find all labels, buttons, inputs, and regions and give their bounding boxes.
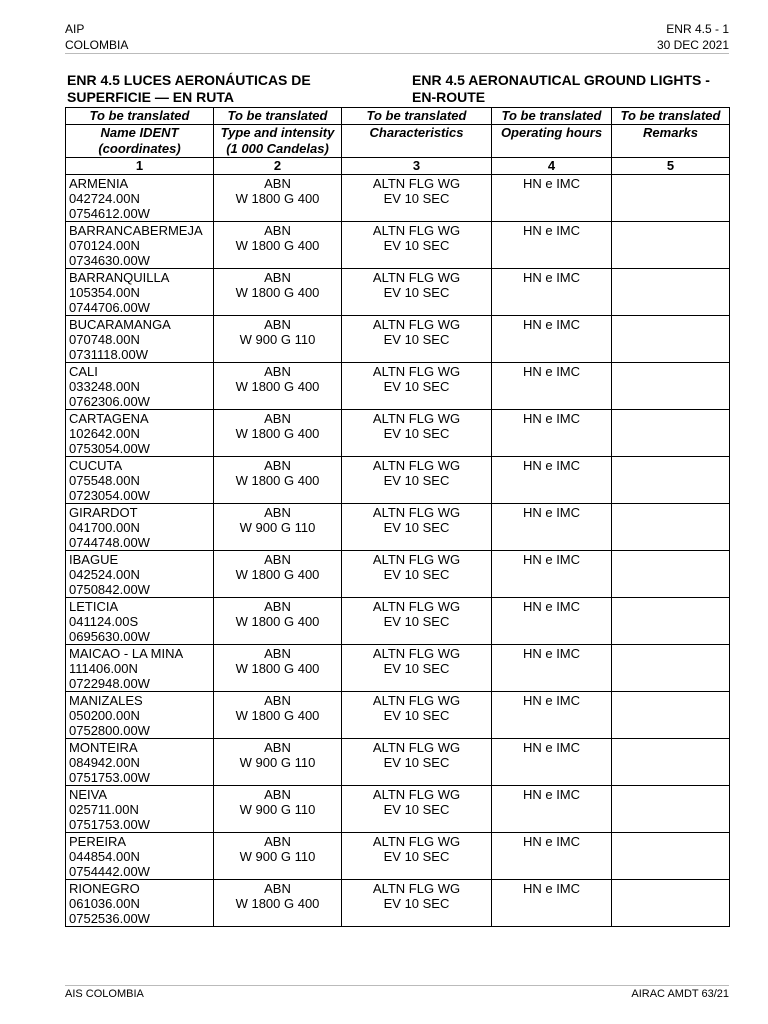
cell-operating-hours: HN e IMC — [492, 175, 612, 222]
cell-name-ident — [66, 551, 214, 598]
light-type: ABN — [264, 740, 291, 755]
cell-remarks — [612, 786, 730, 833]
cell-remarks — [612, 363, 730, 410]
cell-name-ident — [66, 786, 214, 833]
cell-characteristics — [342, 880, 492, 927]
characteristics-line2: EV 10 SEC — [383, 802, 450, 817]
cell-operating-hours: HN e IMC — [492, 504, 612, 551]
light-intensity: W 900 G 110 — [239, 849, 316, 864]
cell-type-intensity — [214, 504, 342, 551]
cell-operating-hours: HN e IMC — [492, 457, 612, 504]
cell-name-ident — [66, 175, 214, 222]
cell-operating-hours: HN e IMC — [492, 786, 612, 833]
latitude: 042724.00N — [69, 191, 140, 206]
cell-type-intensity — [214, 551, 342, 598]
column-header-remarks-line1: Remarks — [643, 125, 698, 140]
cell-name-ident — [66, 739, 214, 786]
cell-name-ident — [66, 598, 214, 645]
light-intensity: W 1800 G 400 — [235, 379, 320, 394]
cell-characteristics — [342, 222, 492, 269]
cell-type-intensity — [214, 786, 342, 833]
light-type: ABN — [264, 411, 291, 426]
header-date: 30 DEC 2021 — [656, 38, 729, 52]
column-number-row — [66, 158, 730, 175]
cell-name-ident — [66, 363, 214, 410]
cell-remarks — [612, 175, 730, 222]
light-intensity: W 900 G 110 — [239, 755, 316, 770]
column-number-5: 5 — [612, 158, 730, 175]
cell-operating-hours: HN e IMC — [492, 551, 612, 598]
table-row — [66, 598, 730, 645]
station-name: NEIVA — [69, 787, 108, 802]
title-en-line2: EN-ROUTE — [412, 89, 486, 105]
cell-name-ident — [66, 222, 214, 269]
table-row — [66, 363, 730, 410]
light-intensity: W 900 G 110 — [239, 520, 316, 535]
characteristics-line1: ALTN FLG WG — [372, 599, 461, 614]
table-row — [66, 692, 730, 739]
station-name: LETICIA — [69, 599, 119, 614]
cell-characteristics — [342, 316, 492, 363]
title-es-line2: SUPERFICIE — EN RUTA — [67, 89, 234, 105]
characteristics-line1: ALTN FLG WG — [372, 787, 461, 802]
station-name: CARTAGENA — [69, 411, 149, 426]
column-title-row — [66, 125, 730, 158]
characteristics-line1: ALTN FLG WG — [372, 270, 461, 285]
longitude: 0752800.00W — [69, 723, 150, 738]
table-row — [66, 645, 730, 692]
page-header-left — [65, 21, 128, 53]
column-number-4: 4 — [492, 158, 612, 175]
light-intensity: W 1800 G 400 — [235, 426, 320, 441]
table-row — [66, 269, 730, 316]
cell-remarks — [612, 692, 730, 739]
cell-operating-hours: HN e IMC — [492, 410, 612, 457]
cell-name-ident — [66, 457, 214, 504]
title-en-line1: ENR 4.5 AERONAUTICAL GROUND LIGHTS - — [412, 72, 710, 88]
table-row — [66, 410, 730, 457]
light-type: ABN — [264, 505, 291, 520]
section-title-spanish — [67, 72, 397, 106]
column-header-name-line2: (coordinates) — [98, 141, 181, 156]
cell-remarks — [612, 316, 730, 363]
latitude: 042524.00N — [69, 567, 140, 582]
table-row — [66, 551, 730, 598]
column-5-translate-label: To be translated — [612, 108, 730, 125]
cell-remarks — [612, 504, 730, 551]
cell-remarks — [612, 410, 730, 457]
cell-name-ident — [66, 645, 214, 692]
light-type: ABN — [264, 552, 291, 567]
column-header-name — [66, 125, 214, 158]
column-3-translate-label: To be translated — [342, 108, 492, 125]
characteristics-line1: ALTN FLG WG — [372, 693, 461, 708]
cell-characteristics — [342, 645, 492, 692]
characteristics-line1: ALTN FLG WG — [372, 552, 461, 567]
cell-type-intensity — [214, 175, 342, 222]
column-2-translate-label: To be translated — [214, 108, 342, 125]
table-row — [66, 457, 730, 504]
header-country: COLOMBIA — [65, 38, 129, 52]
light-type: ABN — [264, 270, 291, 285]
column-number-1: 1 — [66, 158, 214, 175]
light-type: ABN — [264, 834, 291, 849]
cell-name-ident — [66, 269, 214, 316]
table-body — [66, 175, 730, 927]
light-intensity: W 900 G 110 — [239, 802, 316, 817]
characteristics-line1: ALTN FLG WG — [372, 411, 461, 426]
station-name: CALI — [69, 364, 98, 379]
longitude: 0751753.00W — [69, 770, 150, 785]
characteristics-line1: ALTN FLG WG — [372, 646, 461, 661]
longitude: 0734630.00W — [69, 253, 150, 268]
latitude: 033248.00N — [69, 379, 140, 394]
table-row — [66, 175, 730, 222]
characteristics-line1: ALTN FLG WG — [372, 317, 461, 332]
cell-characteristics — [342, 175, 492, 222]
cell-name-ident — [66, 880, 214, 927]
latitude: 041700.00N — [69, 520, 140, 535]
cell-operating-hours: HN e IMC — [492, 316, 612, 363]
light-intensity: W 1800 G 400 — [235, 896, 320, 911]
characteristics-line1: ALTN FLG WG — [372, 176, 461, 191]
cell-operating-hours: HN e IMC — [492, 598, 612, 645]
cell-characteristics — [342, 692, 492, 739]
latitude: 041124.00S — [69, 614, 139, 629]
longitude: 0722948.00W — [69, 676, 150, 691]
characteristics-line1: ALTN FLG WG — [372, 458, 461, 473]
characteristics-line2: EV 10 SEC — [383, 473, 450, 488]
header-divider — [65, 53, 729, 54]
cell-remarks — [612, 222, 730, 269]
longitude: 0750842.00W — [69, 582, 150, 597]
cell-characteristics — [342, 457, 492, 504]
light-intensity: W 1800 G 400 — [235, 473, 320, 488]
characteristics-line2: EV 10 SEC — [383, 285, 450, 300]
characteristics-line2: EV 10 SEC — [383, 661, 450, 676]
latitude: 075548.00N — [69, 473, 140, 488]
cell-operating-hours: HN e IMC — [492, 645, 612, 692]
page-header-right — [657, 21, 729, 53]
table-row — [66, 739, 730, 786]
column-4-translate-label: To be translated — [492, 108, 612, 125]
cell-characteristics — [342, 598, 492, 645]
cell-name-ident — [66, 504, 214, 551]
longitude: 0744748.00W — [69, 535, 150, 550]
characteristics-line1: ALTN FLG WG — [372, 740, 461, 755]
light-intensity: W 1800 G 400 — [235, 614, 320, 629]
latitude: 105354.00N — [69, 285, 140, 300]
latitude: 044854.00N — [69, 849, 140, 864]
cell-type-intensity — [214, 739, 342, 786]
column-header-hours-line1: Operating hours — [500, 125, 603, 140]
footer-publisher: AIS COLOMBIA — [65, 988, 144, 1000]
cell-remarks — [612, 880, 730, 927]
cell-operating-hours: HN e IMC — [492, 880, 612, 927]
cell-type-intensity — [214, 363, 342, 410]
characteristics-line2: EV 10 SEC — [383, 755, 450, 770]
station-name: IBAGUE — [69, 552, 119, 567]
latitude: 025711.00N — [69, 802, 139, 817]
column-header-characteristics — [342, 125, 492, 158]
column-header-characteristics-line1: Characteristics — [369, 125, 464, 140]
footer-amendment: AIRAC AMDT 63/21 — [631, 988, 729, 1000]
longitude: 0731118.00W — [69, 347, 149, 362]
column-number-3: 3 — [342, 158, 492, 175]
cell-type-intensity — [214, 316, 342, 363]
characteristics-line1: ALTN FLG WG — [372, 505, 461, 520]
cell-type-intensity — [214, 598, 342, 645]
cell-characteristics — [342, 833, 492, 880]
cell-type-intensity — [214, 833, 342, 880]
light-type: ABN — [264, 364, 291, 379]
cell-name-ident — [66, 410, 214, 457]
cell-operating-hours: HN e IMC — [492, 222, 612, 269]
column-header-type-line1: Type and intensity — [220, 125, 335, 140]
section-title-english — [412, 72, 742, 106]
light-type: ABN — [264, 223, 291, 238]
header-publication: AIP — [65, 22, 85, 36]
cell-operating-hours: HN e IMC — [492, 692, 612, 739]
cell-remarks — [612, 551, 730, 598]
characteristics-line2: EV 10 SEC — [383, 708, 450, 723]
column-number-2: 2 — [214, 158, 342, 175]
light-type: ABN — [264, 881, 291, 896]
light-type: ABN — [264, 317, 291, 332]
cell-remarks — [612, 457, 730, 504]
station-name: PEREIRA — [69, 834, 127, 849]
cell-type-intensity — [214, 410, 342, 457]
cell-type-intensity — [214, 222, 342, 269]
light-intensity: W 1800 G 400 — [235, 285, 320, 300]
characteristics-line1: ALTN FLG WG — [372, 223, 461, 238]
light-intensity: W 1800 G 400 — [235, 661, 320, 676]
station-name: CUCUTA — [69, 458, 123, 473]
longitude: 0723054.00W — [69, 488, 150, 503]
characteristics-line2: EV 10 SEC — [383, 238, 450, 253]
characteristics-line2: EV 10 SEC — [383, 520, 450, 535]
table-row — [66, 833, 730, 880]
latitude: 070124.00N — [69, 238, 140, 253]
table-row — [66, 316, 730, 363]
cell-remarks — [612, 269, 730, 316]
light-intensity: W 1800 G 400 — [235, 708, 320, 723]
station-name: MONTEIRA — [69, 740, 138, 755]
characteristics-line2: EV 10 SEC — [383, 426, 450, 441]
cell-remarks — [612, 833, 730, 880]
table-row — [66, 786, 730, 833]
table-row — [66, 222, 730, 269]
cell-operating-hours: HN e IMC — [492, 269, 612, 316]
column-1-translate-label: To be translated — [66, 108, 214, 125]
translate-header-row — [66, 108, 730, 125]
longitude: 0754442.00W — [69, 864, 150, 879]
header-section-page: ENR 4.5 - 1 — [666, 22, 729, 36]
characteristics-line1: ALTN FLG WG — [372, 834, 461, 849]
title-es-line1: ENR 4.5 LUCES AERONÁUTICAS DE — [67, 72, 311, 88]
latitude: 061036.00N — [69, 896, 140, 911]
cell-characteristics — [342, 504, 492, 551]
station-name: RIONEGRO — [69, 881, 140, 896]
longitude: 0695630.00W — [69, 629, 150, 644]
cell-operating-hours: HN e IMC — [492, 739, 612, 786]
light-intensity: W 1800 G 400 — [235, 238, 320, 253]
cell-remarks — [612, 645, 730, 692]
cell-characteristics — [342, 551, 492, 598]
cell-remarks — [612, 739, 730, 786]
column-header-remarks — [612, 125, 730, 158]
cell-characteristics — [342, 739, 492, 786]
cell-characteristics — [342, 786, 492, 833]
cell-type-intensity — [214, 880, 342, 927]
column-header-type — [214, 125, 342, 158]
cell-type-intensity — [214, 692, 342, 739]
table-row — [66, 504, 730, 551]
ground-lights-table — [65, 107, 730, 927]
characteristics-line2: EV 10 SEC — [383, 849, 450, 864]
latitude: 050200.00N — [69, 708, 140, 723]
cell-name-ident — [66, 316, 214, 363]
cell-type-intensity — [214, 457, 342, 504]
latitude: 102642.00N — [69, 426, 140, 441]
characteristics-line2: EV 10 SEC — [383, 567, 450, 582]
cell-operating-hours: HN e IMC — [492, 833, 612, 880]
station-name: MAICAO - LA MINA — [69, 646, 184, 661]
station-name: BARRANQUILLA — [69, 270, 170, 285]
characteristics-line2: EV 10 SEC — [383, 191, 450, 206]
cell-type-intensity — [214, 269, 342, 316]
longitude: 0762306.00W — [69, 394, 150, 409]
light-type: ABN — [264, 646, 291, 661]
characteristics-line1: ALTN FLG WG — [372, 881, 461, 896]
latitude: 070748.00N — [69, 332, 140, 347]
light-intensity: W 1800 G 400 — [235, 191, 320, 206]
longitude: 0744706.00W — [69, 300, 150, 315]
cell-characteristics — [342, 410, 492, 457]
characteristics-line2: EV 10 SEC — [383, 614, 450, 629]
column-header-type-line2: (1 000 Candelas) — [226, 141, 329, 156]
light-type: ABN — [264, 458, 291, 473]
cell-name-ident — [66, 692, 214, 739]
footer-divider — [65, 985, 729, 986]
cell-operating-hours: HN e IMC — [492, 363, 612, 410]
cell-remarks — [612, 598, 730, 645]
latitude: 084942.00N — [69, 755, 140, 770]
light-type: ABN — [264, 787, 291, 802]
characteristics-line2: EV 10 SEC — [383, 332, 450, 347]
longitude: 0754612.00W — [69, 206, 150, 221]
longitude: 0751753.00W — [69, 817, 150, 832]
characteristics-line2: EV 10 SEC — [383, 379, 450, 394]
latitude: 111406.00N — [69, 661, 138, 676]
longitude: 0753054.00W — [69, 441, 150, 456]
table-row — [66, 880, 730, 927]
station-name: MANIZALES — [69, 693, 143, 708]
cell-name-ident — [66, 833, 214, 880]
characteristics-line2: EV 10 SEC — [383, 896, 450, 911]
cell-type-intensity — [214, 645, 342, 692]
light-type: ABN — [264, 693, 291, 708]
light-intensity: W 900 G 110 — [239, 332, 316, 347]
light-type: ABN — [264, 176, 291, 191]
column-header-name-line1: Name IDENT — [100, 125, 179, 140]
column-header-hours — [492, 125, 612, 158]
cell-characteristics — [342, 269, 492, 316]
station-name: BARRANCABERMEJA — [69, 223, 203, 238]
cell-characteristics — [342, 363, 492, 410]
characteristics-line1: ALTN FLG WG — [372, 364, 461, 379]
light-intensity: W 1800 G 400 — [235, 567, 320, 582]
station-name: GIRARDOT — [69, 505, 138, 520]
light-type: ABN — [264, 599, 291, 614]
station-name: ARMENIA — [69, 176, 129, 191]
longitude: 0752536.00W — [69, 911, 150, 926]
station-name: BUCARAMANGA — [69, 317, 171, 332]
